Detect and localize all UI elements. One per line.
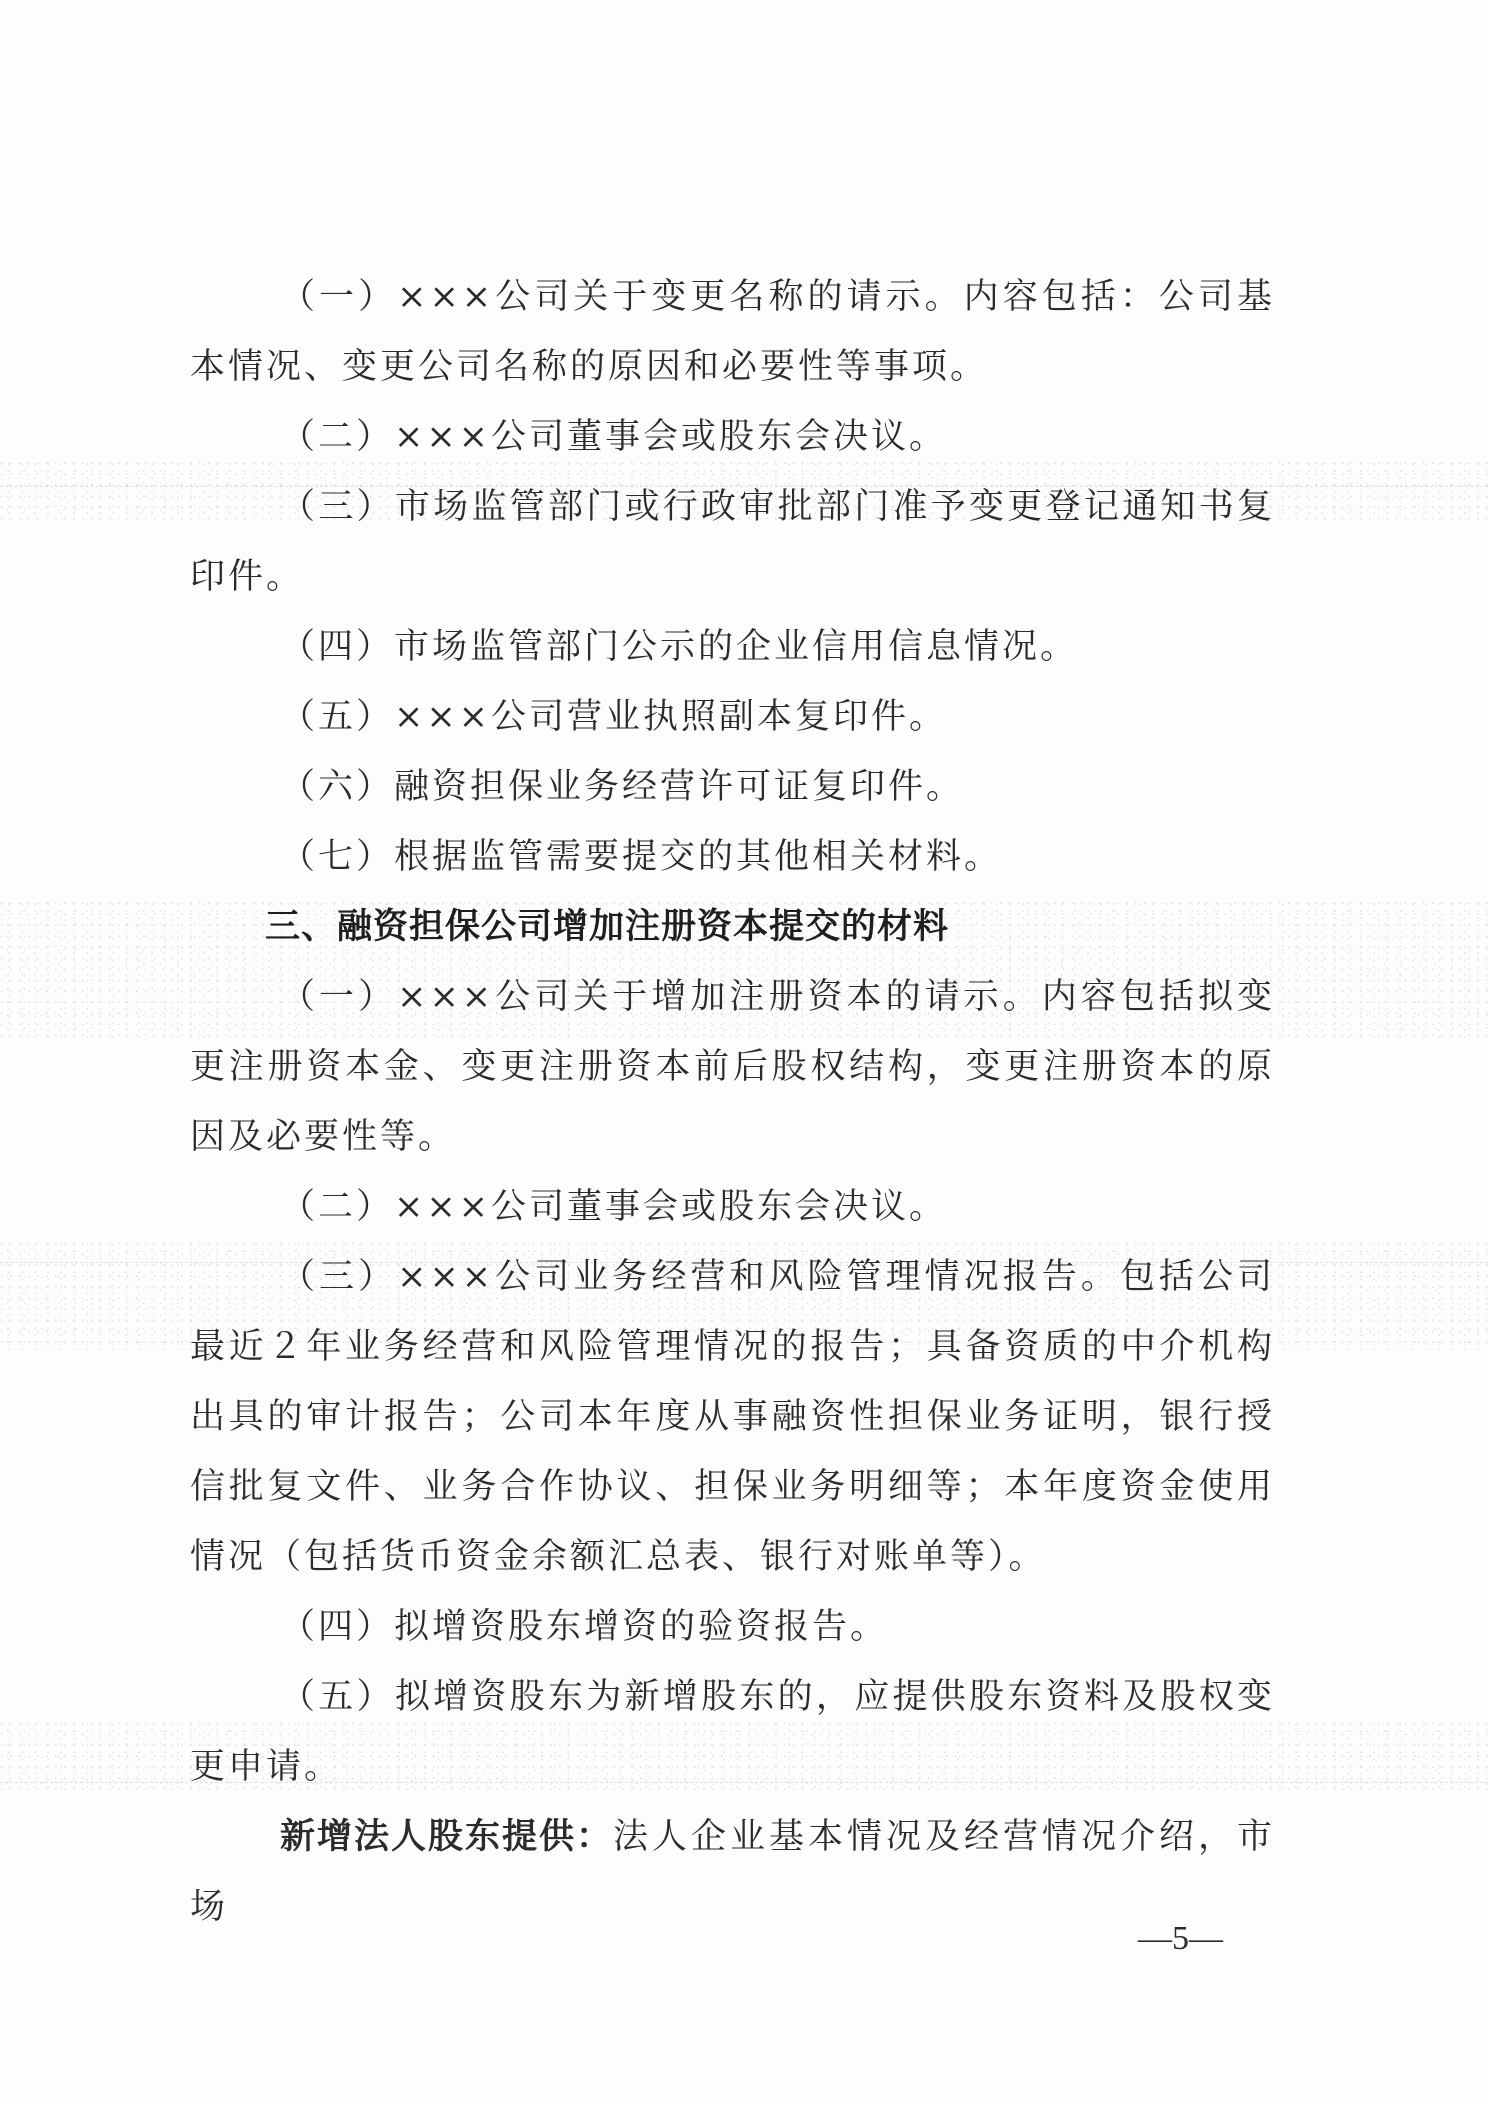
page-number: —5— xyxy=(1138,1920,1223,1957)
paragraph: （二）×××公司董事会或股东会决议。 xyxy=(280,1187,947,1227)
paragraph: （五）拟增资股东为新增股东的，应提供股东资料及股权变更申请。 xyxy=(190,1677,1275,1787)
paragraph: （三）市场监管部门或行政审批部门准予变更登记通知书复印件。 xyxy=(190,487,1275,597)
paragraph: （二）×××公司董事会或股东会决议。 xyxy=(280,417,947,457)
paragraph: （一）×××公司关于增加注册资本的请示。内容包括拟变更注册资本金、变更注册资本前后股权结构，变更注册资本的原因及必要性等。 xyxy=(190,977,1275,1157)
paragraph: （七）根据监管需要提交的其他相关材料。 xyxy=(280,837,1003,877)
paragraph-lead: 新增法人股东提供： xyxy=(280,1817,613,1857)
paragraph: （四）市场监管部门公示的企业信用信息情况。 xyxy=(280,627,1079,667)
paragraph: （三）×××公司业务经营和风险管理情况报告。包括公司最近２年业务经营和风险管理情况的报告；具备资质的中介机构出具的审计报告；公司本年度从事融资性担保业务证明，银行授信批复文件、业务合作协议、担保业务明细等；本年度资金使用情况（包括货币资金余额汇总表、银行对账单等）。 xyxy=(190,1257,1275,1577)
paragraph: （六）融资担保业务经营许可证复印件。 xyxy=(280,767,965,807)
section-heading: 三、融资担保公司增加注册资本提交的材料 xyxy=(265,907,950,947)
paragraph-text: 法人企业基本情况及经营情况介绍，市场 xyxy=(190,1817,1275,1927)
paragraph: （四）拟增资股东增资的验资报告。 xyxy=(280,1607,889,1647)
paragraph: （五）×××公司营业执照副本复印件。 xyxy=(280,697,947,737)
document-body xyxy=(190,262,1275,1942)
paragraph xyxy=(190,1802,1275,1942)
paragraph: （一）×××公司关于变更名称的请示。内容包括：公司基本情况、变更公司名称的原因和必要性等事项。 xyxy=(190,277,1275,387)
